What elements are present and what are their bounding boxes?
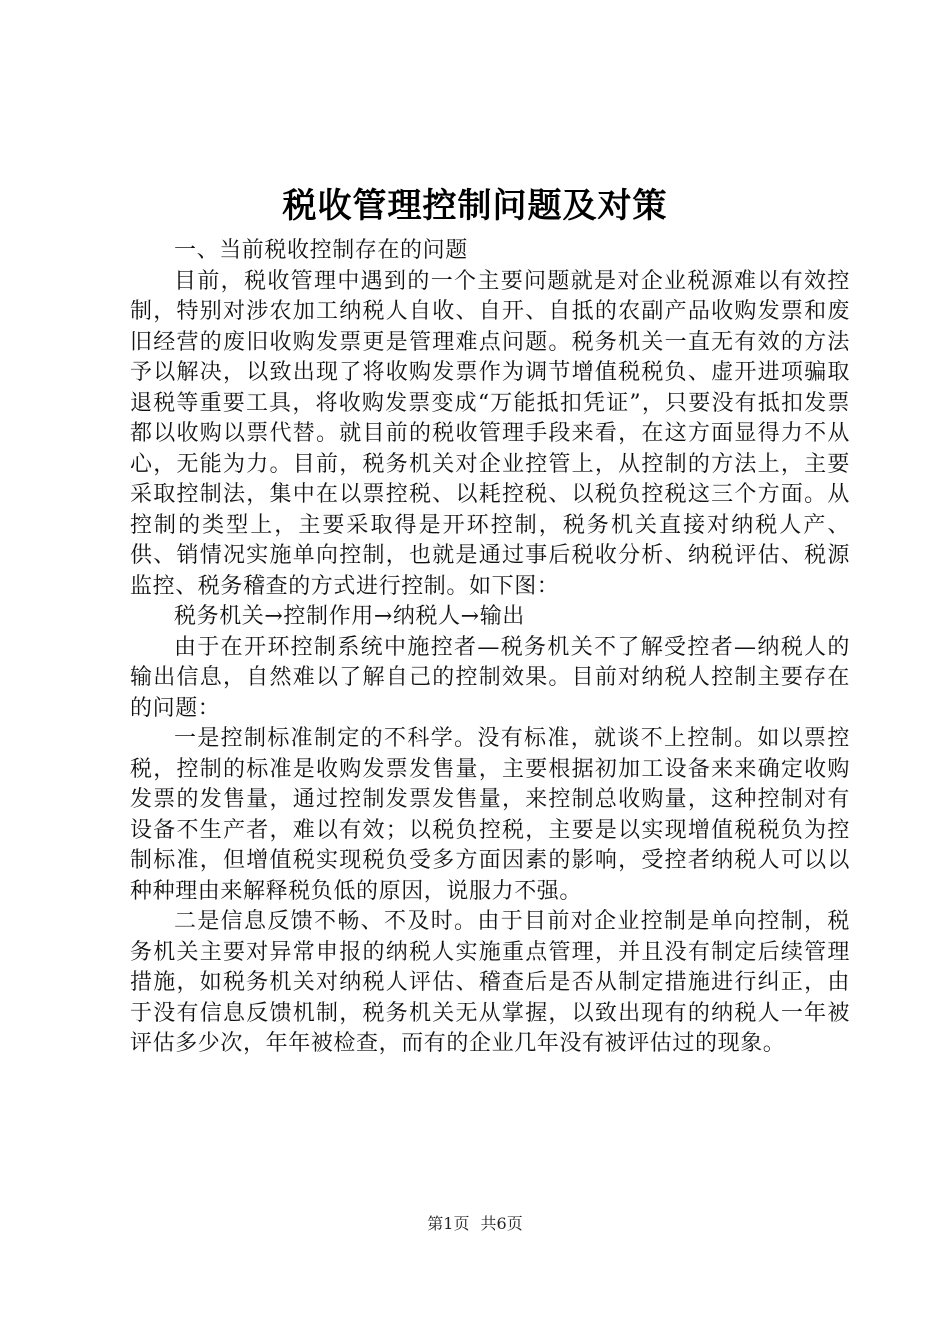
control-flow-diagram-text: 税务机关→控制作用→纳税人→输出 bbox=[174, 604, 525, 629]
paragraph-problem-one: 一是控制标准制定的不科学。没有标准，就谈不上控制。如以票控税，控制的标准是收购发票发售量，主要根据初加工设备来来确定收购发票的发售量，通过控制发票发售量，来控制总收购量，这种控制对有设备不生产者，难以有效；以税负控税，主要是以实现增值税税负为控制标准，但增值税实现税负受多方面因素的影响，受控者纳税人可以以种种理由来解释税负低的原因，说服力不强。 bbox=[130, 726, 850, 904]
paragraph-current-situation: 目前，税收管理中遇到的一个主要问题就是对企业税源难以有效控制，特别对涉农加工纳税人自收、自开、自抵的农副产品收购发票和废旧经营的废旧收购发票更是管理难点问题。税务机关一直无有效的方法予以解决，以致出现了将收购发票作为调节增值税税负、虚开进项骗取退税等重要工具，将收购发票变成“万能抵扣凭证”，只要没有抵扣发票都以收购以票代替。就目前的税收管理手段来看，在这方面显得力不从心，无能为力。目前，税务机关对企业控管上，从控制的方法上，主要采取控制法，集中在以票控税、以耗控税、以税负控税这三个方面。从控制的类型上，主要采取得是开环控制，税务机关直接对纳税人产、供、销情况实施单向控制，也就是通过事后税收分析、纳税评估、税源监控、税务稽查的方式进行控制。如下图： bbox=[130, 268, 850, 599]
document-title: 税收管理控制问题及对策 bbox=[282, 186, 668, 226]
paragraph-open-loop: 由于在开环控制系统中施控者—税务机关不了解受控者—纳税人的输出信息，自然难以了解自己的控制效果。目前对纳税人控制主要存在的问题： bbox=[130, 634, 850, 721]
paragraph-problem-two: 二是信息反馈不畅、不及时。由于目前对企业控制是单向控制，税务机关主要对异常申报的纳税人实施重点管理，并且没有制定后续管理措施，如税务机关对纳税人评估、稽查后是否从制定措施进行纠正，由于没有信息反馈机制，税务机关无从掌握，以致出现有的纳税人一年被评估多少次，年年被检查，而有的企业几年没有被评估过的现象。 bbox=[130, 909, 850, 1056]
page-footer bbox=[0, 1213, 950, 1235]
page-number: 第1页 bbox=[427, 1214, 470, 1233]
page-total: 共6页 bbox=[480, 1214, 523, 1233]
section-heading: 一、当前税收控制存在的问题 bbox=[174, 238, 468, 263]
document-body bbox=[130, 236, 850, 1060]
